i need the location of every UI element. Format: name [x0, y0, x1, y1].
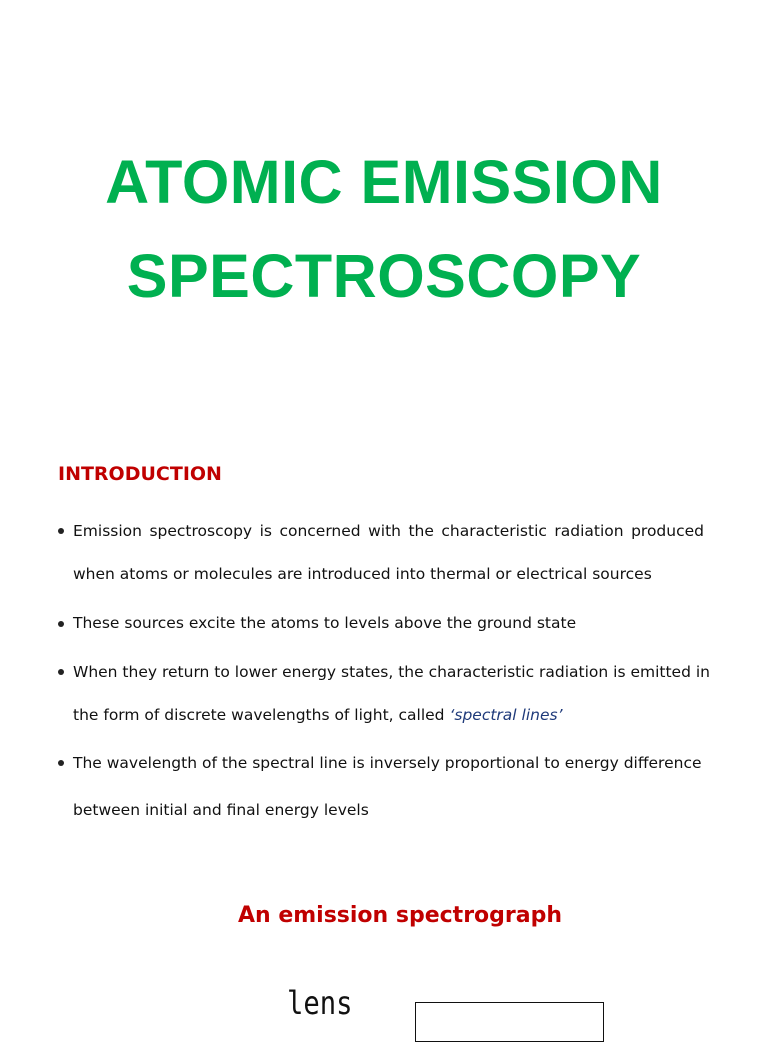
bullet-2-line-1: These sources excite the atoms to levels above the ground state — [73, 614, 577, 632]
spectrograph-heading: An emission spectrograph — [237, 903, 563, 928]
bullet-3-line-1: When they return to lower energy states, the characteristic radiation is emitted in — [73, 663, 710, 681]
bullet-1-line-2: when atoms or molecules are introduced into thermal or electrical sources — [73, 565, 652, 583]
bullet-3-line-2 — [73, 708, 563, 724]
lens-label: lens — [287, 984, 353, 1022]
bullet-icon — [58, 760, 64, 766]
bullet-1-line-1: Emission spectroscopy is concerned with the characteristic radiation produced — [73, 522, 704, 540]
bullet-3-line-2-text: the form of discrete wavelengths of light, called — [73, 706, 450, 724]
bullet-icon — [58, 669, 64, 675]
title-line-2: SPECTROSCOPY — [126, 242, 642, 310]
spectrograph-diagram-box — [415, 1002, 604, 1042]
bullet-icon — [58, 621, 64, 627]
bullet-4-line-1: The wavelength of the spectral line is inversely proportional to energy difference — [73, 754, 702, 772]
bullet-4-line-2: between initial and final energy levels — [73, 801, 369, 819]
title-line-1: ATOMIC EMISSION — [105, 148, 663, 216]
bullet-icon — [58, 528, 64, 534]
spectral-lines-term: ‘spectral lines’ — [449, 706, 563, 724]
introduction-heading: INTRODUCTION — [58, 463, 222, 485]
